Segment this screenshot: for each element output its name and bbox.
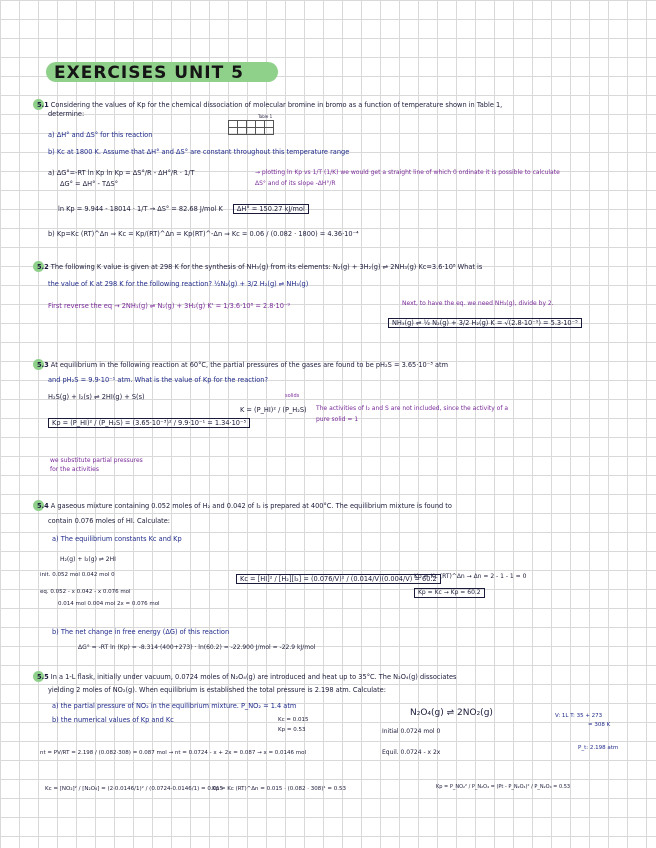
work-line: ΔG° = ΔH° - TΔS° [60,180,118,188]
page-title: EXERCISES UNIT 5 [54,63,244,83]
ice-initial: Initial 0.0724 mol 0 [382,728,441,735]
statement-line-2: yielding 2 moles of NO₂(g). When equilibrium is established the total pressure is 2.198 atm. Calculate: [48,686,386,694]
statement-line-1: Considering the values of Kp for the chemical dissociation of molecular bromine in bromo as a function of temperature shown in Table 1, [50,101,503,109]
question-a: a) The equilibrium constants Kc and Kp [52,535,182,543]
result-lnkp: ln Kp = 9.944 - 18014 · 1/T → ΔS° = 82.68 J/mol K [58,205,223,213]
exercise-number: 5.5 [37,673,49,681]
question-a: a) the partial pressure of NO₂ in the equilibrium mixture. P_NO₂ = 1.4 atm [52,702,297,710]
kp-result-box: Kp = Kc → Kp = 60.2 [414,588,485,598]
result-box: NH₃(g) ⇌ ½ N₂(g) + 3/2 H₂(g) K = √(2.8·10⁻⁹) = 5.3·10⁻⁵ [388,318,582,328]
note-line: The activities of I₂ and S are not included, since the activity of a [316,405,509,412]
note-line: Next, to have the eq. we need NH₃(g), divide by 2. [402,300,554,307]
kc-line: Kc = [NO₂]² / [N₂O₄] = (2·0.0146/1)² / (0.0724-0.0146/1) = 0.015 [45,786,224,792]
reaction: H₂S(g) + I₂(s) ⇌ 2HI(g) + S(s) [48,393,145,401]
exercise-5-3-statement [37,361,448,369]
kp-line: Kp = Kc (RT)^Δn → Δn = 2 - 1 - 1 = 0 [414,573,527,580]
ice-initial: init. 0.052 mol 0.042 mol 0 [40,572,115,578]
table-caption: Table 1 [258,114,273,119]
exercise-5-5-statement [37,673,456,681]
exercise-number: 5.3 [37,361,49,369]
b-value: Kp = 0.53 [278,727,306,733]
statement-line-2: the value of K at 298 K for the following reaction? ½N₂(g) + 3/2 H₂(g) ⇌ NH₃(g) [48,280,309,288]
statement-line-1: In a 1-L flask, initially under vacuum, 0.0724 moles of N₂O₄(g) are introduced and heat up to 35°C. The N₂O₄(g) dissociates [50,673,457,681]
conditions: P_t: 2.198 atm [578,745,619,751]
work-line: First reverse the eq → 2NH₃(g) ⇌ N₂(g) + 3H₂(g) K' = 1/3.6·10⁸ = 2.8·10⁻⁹ [48,302,291,310]
result-dh-box: ΔH° = 150.27 kJ/mol [233,204,309,214]
result-line [58,205,309,213]
nt-line: nt = PV/RT = 2.198 / (0.082·308) = 0.087 mol → nt = 0.0724 - x + 2x = 0.087 → x = 0.0146 mol [40,750,307,756]
b-value: Kc = 0.015 [278,717,309,723]
kp-line: Kp = P_NO₂² / P_N₂O₄ = (Pt - P_N₂O₄)² / P_N₂O₄ = 0.53 [436,784,571,790]
exercise-number: 5.1 [37,101,49,109]
kp-table [228,120,274,135]
statement-line-2: contain 0.076 moles of HI. Calculate: [48,517,170,525]
statement-line-2: and pH₂S = 9.9·10⁻¹ atm. What is the value of Kp for the reaction? [48,376,268,384]
work-line: a) ΔG°=-RT ln Kp ln Kp = ΔS°/R - ΔH°/R · 1/T [48,169,195,177]
question-b: b) Kc at 1800 K. Assume that ΔH° and ΔS° are constant throughout this temperature range [48,148,350,156]
kc-result-box: Kc = [HI]² / [H₂][I₂] = (0.076/V)² / (0.014/V)(0.004/V) = 60.2 [236,574,441,584]
statement-line-1: At equilibrium in the following reaction at 60°C, the partial pressures of the gases are found to be pH₂S = 3.65·10⁻³ atm [50,361,449,369]
solids-label: solids [285,393,300,399]
exercise-5-1-statement [37,101,502,109]
note-line: → plotting ln Kp vs 1/T (1/K) we would get a straight line of which 0 ordinate it is possible to calculate [255,169,560,176]
statement-line-1: The following K value is given at 298 K for the synthesis of NH₃(g) from its elements: N₂(g) + 3H₂(g) ⇌ 2NH₃(g) Kc=3.6·10⁸ What is [50,263,483,271]
reaction: H₂(g) + I₂(g) ⇌ 2HI [60,556,116,563]
note-line: ΔS° and of its slope -ΔH°/R [255,180,336,187]
ice-equilibrium: Equil. 0.0724 - x 2x [382,749,441,756]
kp-line: Kp = Kc (RT)^Δn = 0.015 · (0.082 · 308)¹ = 0.53 [212,786,346,792]
note-line: for the activities [50,466,99,473]
statement-line-2: determine: [48,110,85,118]
conditions: V: 1L T: 35 + 273 [555,713,603,719]
work-line: b) Kp=Kc (RT)^Δn ⇒ Kc = Kp/(RT)^Δn = Kp(RT)^-Δn ⇒ Kc = 0.06 / (0.082 · 1800) = 4.36·10⁻⁴ [48,230,359,238]
note-line: pure solid = 1 [316,416,359,423]
conditions: = 308 K [588,722,611,728]
exercise-number: 5.4 [37,502,49,510]
dg-line: ΔG° = -RT ln (Kp) = -8.314·(400+273) · ln(60.2) = -22.900 J/mol = -22.9 kJ/mol [78,644,316,651]
question-a: a) ΔH° and ΔS° for this reaction [48,131,153,139]
ice-final: 0.014 mol 0.004 mol 2x = 0.076 mol [58,601,160,607]
exercise-5-2-statement [37,263,482,271]
kp-result-box: Kp = (P_HI)² / (P_H₂S) = (3.65·10⁻³)² / 9.9·10⁻¹ = 1.34·10⁻⁵ [48,418,250,428]
statement-line-1: A gaseous mixture containing 0.052 moles of H₂ and 0.042 of I₂ is prepared at 400°C. The equilibrium mixture is found to [50,502,452,510]
reaction: N₂O₄(g) ⇌ 2NO₂(g) [410,708,493,718]
exercise-5-4-statement [37,502,452,510]
k-expression: K = (P_HI)² / (P_H₂S) [240,406,307,414]
question-b: b) the numerical values of Kp and Kc [52,716,174,724]
question-b: b) The net change in free energy (ΔG) of this reaction [52,628,230,636]
exercise-number: 5.2 [37,263,49,271]
note-line: we substitute partial pressures [50,457,143,464]
ice-equilibrium: eq. 0.052 - x 0.042 - x 0.076 mol [40,589,131,595]
